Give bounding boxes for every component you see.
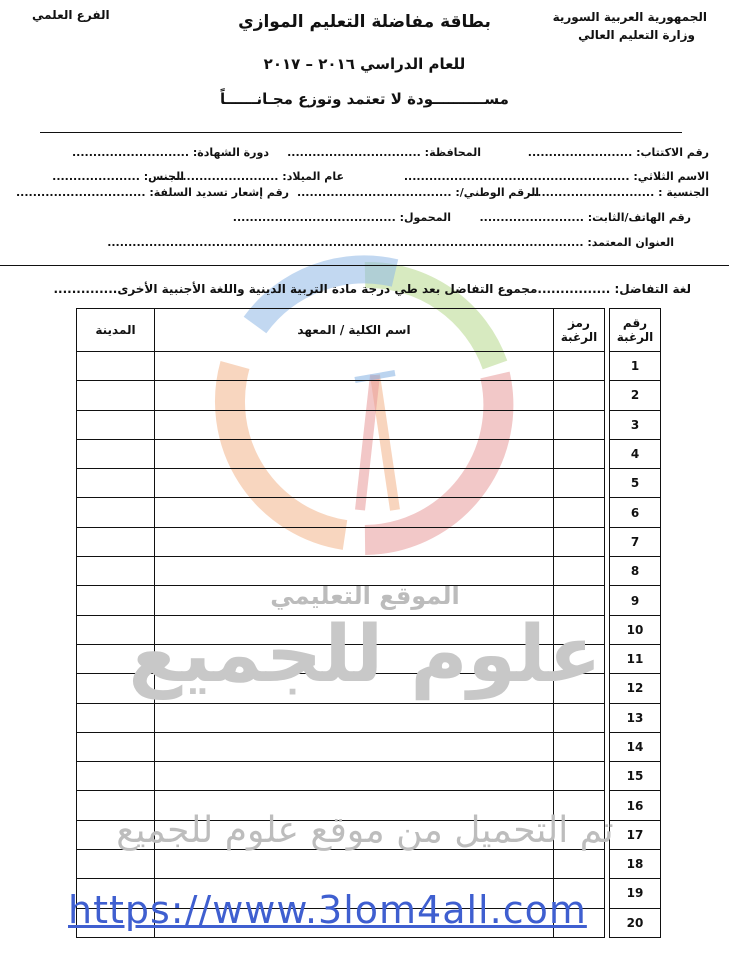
row-number-cell: 4 xyxy=(610,439,661,468)
row-gap-cell xyxy=(605,703,610,732)
row-name-cell[interactable] xyxy=(155,850,554,879)
row-number-cell: 7 xyxy=(610,527,661,556)
row-gap-cell xyxy=(605,439,610,468)
row-code-cell[interactable] xyxy=(554,703,605,732)
header-code: رمز الرغبة xyxy=(554,309,605,352)
table-row xyxy=(77,410,661,439)
row-number-cell: 15 xyxy=(610,762,661,791)
watermark-logo-text: علوم للجميع xyxy=(128,610,602,700)
row-number-cell: 20 xyxy=(610,908,661,937)
table-row xyxy=(77,498,661,527)
row-gap-cell xyxy=(605,410,610,439)
row-city-cell[interactable] xyxy=(77,498,155,527)
row-city-cell[interactable] xyxy=(77,850,155,879)
row-code-cell[interactable] xyxy=(554,439,605,468)
table-row xyxy=(77,762,661,791)
row-gap-cell xyxy=(605,469,610,498)
gender-field[interactable]: الجنس: ..................... xyxy=(52,170,184,183)
table-row xyxy=(77,732,661,761)
row-code-cell[interactable] xyxy=(554,850,605,879)
row-name-cell[interactable] xyxy=(155,381,554,410)
national-number-field[interactable]: الرقم الوطني/: ..................................... xyxy=(296,186,539,199)
row-code-cell[interactable] xyxy=(554,469,605,498)
exam-number-field[interactable]: رقم الاكتتاب: ......................... xyxy=(527,146,709,159)
row-number-cell: 19 xyxy=(610,879,661,908)
header-name: اسم الكلية / المعهد xyxy=(155,309,554,352)
row-code-cell[interactable] xyxy=(554,732,605,761)
row-city-cell[interactable] xyxy=(77,381,155,410)
row-gap-cell xyxy=(605,498,610,527)
header-city: المدينة xyxy=(77,309,155,352)
table-row xyxy=(77,352,661,381)
row-number-cell: 13 xyxy=(610,703,661,732)
row-number-cell: 9 xyxy=(610,586,661,615)
draft-note: مســــــــــودة لا تعتمد وتوزع مجـانــــــاً xyxy=(220,90,509,108)
row-gap-cell xyxy=(605,381,610,410)
row-gap-cell xyxy=(605,352,610,381)
row-code-cell[interactable] xyxy=(554,762,605,791)
watermark-download-text: تم التحميل من موقع علوم للجميع xyxy=(116,810,614,851)
row-city-cell[interactable] xyxy=(77,732,155,761)
row-gap-cell xyxy=(605,908,610,937)
preference-language-line[interactable]: لغة التفاضل: ................مجموع التفاضل بعد طي درجة مادة التربية الدينية واللغة الأجنبية الأخرى.............. xyxy=(53,282,691,296)
row-code-cell[interactable] xyxy=(554,498,605,527)
governorate-field[interactable]: المحافظة: ................................ xyxy=(287,146,481,159)
address-field[interactable]: العنوان المعتمد: .................................................................................................................. xyxy=(107,236,674,249)
row-code-cell[interactable] xyxy=(554,410,605,439)
nationality-field[interactable]: الجنسية : .............................. xyxy=(528,186,709,199)
ministry-name: وزارة التعليم العالي xyxy=(578,28,695,42)
row-number-cell: 3 xyxy=(610,410,661,439)
mobile-field[interactable]: المحمول: ....................................... xyxy=(232,211,451,224)
divider-middle xyxy=(0,265,729,266)
row-gap-cell xyxy=(605,527,610,556)
row-number-cell: 16 xyxy=(610,791,661,820)
header-number: رقم الرغبة xyxy=(610,309,661,352)
row-number-cell: 2 xyxy=(610,381,661,410)
table-row xyxy=(77,850,661,879)
table-row xyxy=(77,703,661,732)
table-header-row xyxy=(77,309,661,352)
row-number-cell: 10 xyxy=(610,615,661,644)
row-number-cell: 12 xyxy=(610,674,661,703)
row-city-cell[interactable] xyxy=(77,352,155,381)
birth-year-field[interactable]: عام الميلاد: ............................. xyxy=(157,170,344,183)
row-name-cell[interactable] xyxy=(155,527,554,556)
row-number-cell: 18 xyxy=(610,850,661,879)
row-code-cell[interactable] xyxy=(554,352,605,381)
row-code-cell[interactable] xyxy=(554,381,605,410)
table-row xyxy=(77,527,661,556)
row-name-cell[interactable] xyxy=(155,703,554,732)
row-number-cell: 5 xyxy=(610,469,661,498)
table-row xyxy=(77,439,661,468)
row-city-cell[interactable] xyxy=(77,469,155,498)
row-city-cell[interactable] xyxy=(77,527,155,556)
row-city-cell[interactable] xyxy=(77,439,155,468)
row-name-cell[interactable] xyxy=(155,410,554,439)
watermark-site-name: الموقع التعليمي xyxy=(270,582,460,610)
row-gap-cell xyxy=(605,879,610,908)
row-name-cell[interactable] xyxy=(155,762,554,791)
row-gap-cell xyxy=(605,732,610,761)
header-gap xyxy=(605,309,610,352)
page-title: بطاقة مفاضلة التعليم الموازي xyxy=(238,12,491,32)
row-city-cell[interactable] xyxy=(77,703,155,732)
full-name-field[interactable]: الاسم الثلاثي: ...................................................... xyxy=(403,170,709,183)
row-name-cell[interactable] xyxy=(155,352,554,381)
academic-year: للعام الدراسي ٢٠١٦ – ٢٠١٧ xyxy=(263,55,466,73)
table-row xyxy=(77,381,661,410)
table-row xyxy=(77,469,661,498)
row-city-cell[interactable] xyxy=(77,410,155,439)
row-number-cell: 6 xyxy=(610,498,661,527)
branch-label: الفرع العلمي xyxy=(32,8,110,22)
watermark-url[interactable]: https://www.3lom4all.com xyxy=(68,888,587,932)
fee-receipt-field[interactable]: رقم إشعار تسديد السلفة: ............................... xyxy=(15,186,289,199)
row-code-cell[interactable] xyxy=(554,557,605,586)
row-name-cell[interactable] xyxy=(155,469,554,498)
row-number-cell: 8 xyxy=(610,557,661,586)
row-name-cell[interactable] xyxy=(155,498,554,527)
row-name-cell[interactable] xyxy=(155,732,554,761)
row-number-cell: 1 xyxy=(610,352,661,381)
phone-field[interactable]: رقم الهاتف/الثابت: ......................... xyxy=(479,211,691,224)
row-gap-cell xyxy=(605,850,610,879)
divider-top xyxy=(40,132,682,133)
row-number-cell: 11 xyxy=(610,644,661,673)
row-city-cell[interactable] xyxy=(77,557,155,586)
row-gap-cell xyxy=(605,557,610,586)
row-number-cell: 14 xyxy=(610,732,661,761)
row-city-cell[interactable] xyxy=(77,762,155,791)
row-gap-cell xyxy=(605,762,610,791)
republic-name: الجمهورية العربية السورية xyxy=(552,10,707,24)
session-field[interactable]: دورة الشهادة: ............................ xyxy=(72,146,269,159)
row-number-cell: 17 xyxy=(610,820,661,849)
row-code-cell[interactable] xyxy=(554,527,605,556)
row-name-cell[interactable] xyxy=(155,439,554,468)
